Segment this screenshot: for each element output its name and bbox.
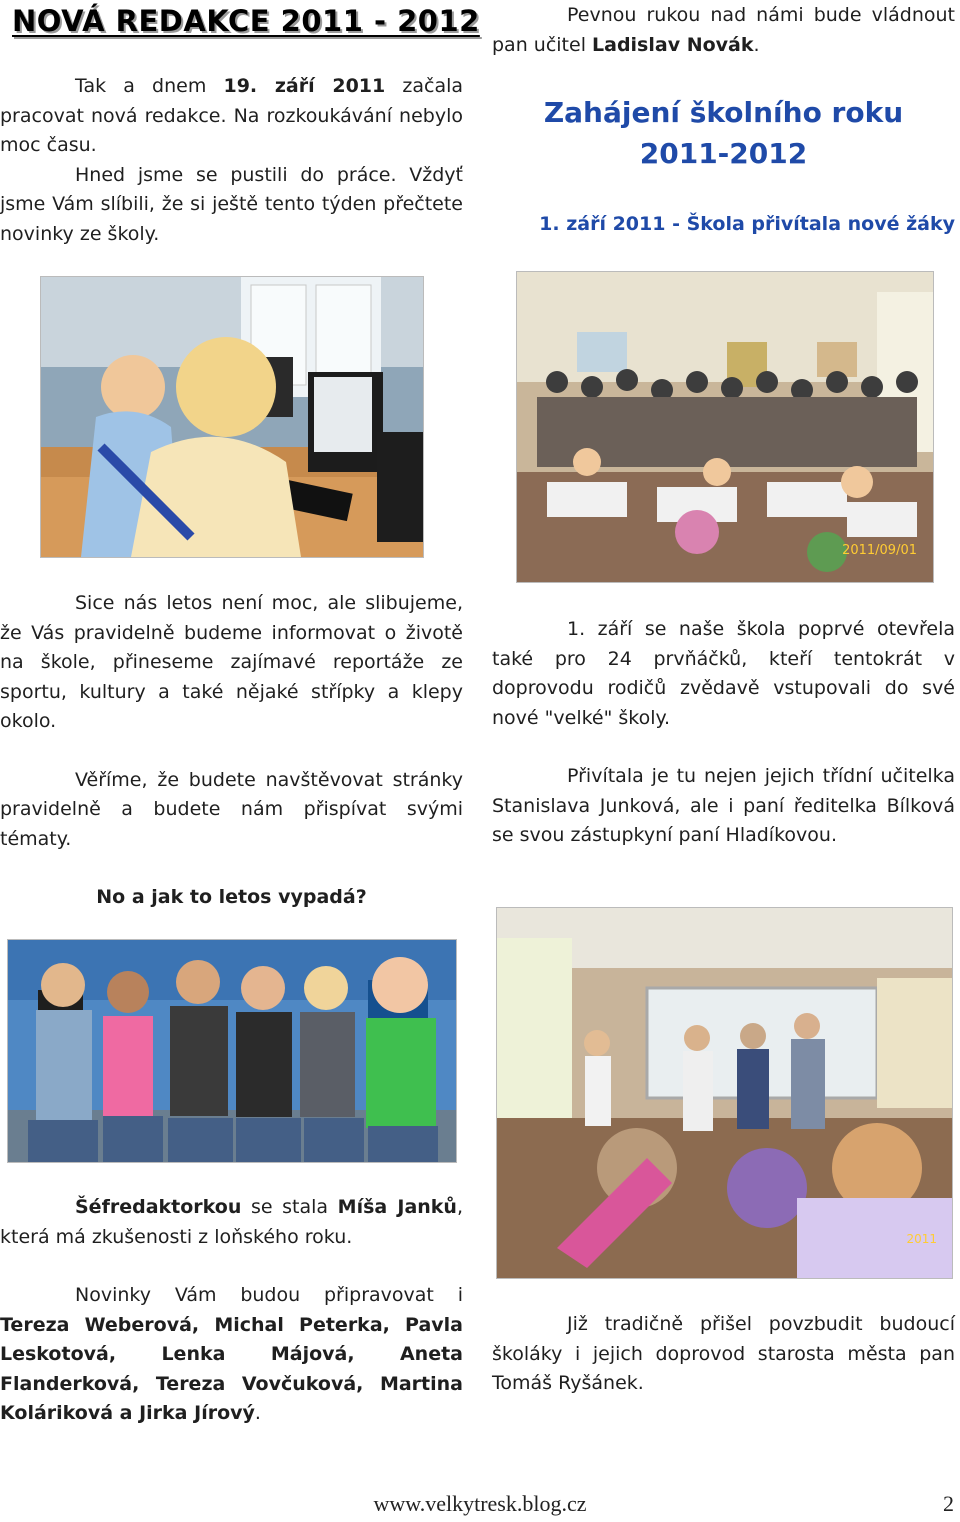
- left-bottom-section: [0, 1193, 463, 1429]
- page-number: 2: [943, 1491, 954, 1516]
- intro-paragraph-2: Hned jsme se pustili do práce. Vždyť jsme Vám slíbili, že si ještě tento týden přečtete novinky ze školy.: [0, 163, 463, 245]
- first-graders-paragraph: 1. září se naše škola poprvé otevřela také pro 24 prvňáčků, kteří tentokrát v doprovodu rodičů zvědavě vstupovali do své nové "velké" školy.: [492, 618, 955, 729]
- section-subheading: 1. září 2011 - Škola přivítala nové žáky: [539, 213, 955, 235]
- editor-lead: Pevnou rukou nad námi bude vládnout pan učitel Ladislav Novák.: [492, 4, 955, 56]
- question-line: No a jak to letos vypadá?: [96, 886, 367, 908]
- team-paragraph: Novinky Vám budou připravovat i Tereza Weberová, Michal Peterka, Pavla Leskotová, Lenka Májová, Aneta Flanderková, Tereza Vovčuková, Martina Koláriková a Jirka Jírový.: [0, 1284, 463, 1424]
- right-top-section: [492, 1, 955, 60]
- mayor-paragraph: Již tradičně přišel povzbudit budoucí školáky i jejich doprovod starosta města pan Tomáš Ryšánek.: [492, 1313, 955, 1394]
- right-bottom-section: [492, 1310, 955, 1399]
- right-middle-section: [492, 615, 955, 851]
- page-title: NOVÁ REDAKCE 2011 - 2012: [12, 4, 480, 38]
- footer-url[interactable]: www.velkytresk.blog.cz: [373, 1491, 587, 1516]
- photo-date-stamp: 2011/09/01: [842, 543, 917, 558]
- left-middle-section: [0, 589, 463, 913]
- chief-editor-paragraph: Šéfredaktorkou se stala Míša Janků, která má zkušenosti z loňského roku.: [0, 1196, 463, 1248]
- welcome-paragraph: Přivítala je tu nejen jejich třídní učitelka Stanislava Junková, ale i paní ředitelka Bílková se svou zástupkyní paní Hladíkovou.: [492, 765, 955, 846]
- photo-computer-room: [40, 276, 424, 558]
- intro-paragraph-1: Tak a dnem 19. září 2011 začala pracovat nová redakce. Na rozkoukávání nebylo moc času.: [0, 75, 464, 156]
- photo-date-stamp-2: 2011: [906, 1232, 937, 1246]
- photo-editorial-team: [7, 939, 457, 1163]
- visit-paragraph: Věříme, že budete navštěvovat stránky pravidelně a budete nám přispívat svými tématy.: [0, 768, 463, 850]
- photo-teachers-class: [496, 907, 953, 1279]
- section-heading: Zahájení školního roku 2011-2012: [543, 96, 904, 170]
- promise-paragraph: Sice nás letos není moc, ale slibujeme, že Vás pravidelně budeme informovat o životě na škole, přineseme zajímavé reportáže ze sportu, kultury a také nějaké střípky a klepy okolo.: [0, 592, 463, 732]
- intro-section: [0, 72, 463, 249]
- photo-classroom-welcome: [516, 271, 934, 583]
